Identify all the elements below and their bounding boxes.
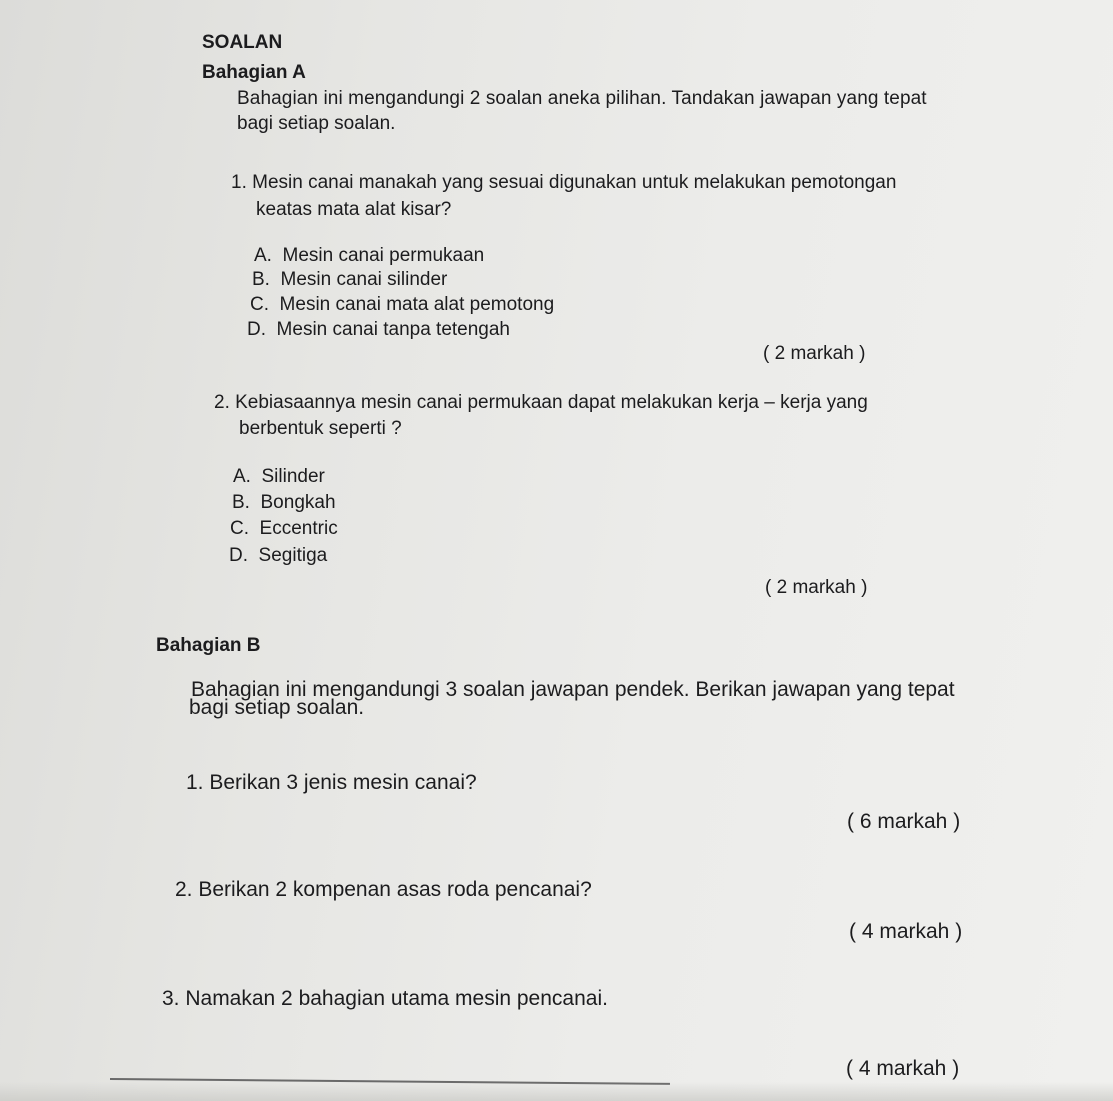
question-a2-option-c: C. Eccentric bbox=[230, 518, 338, 539]
section-b-heading: Bahagian B bbox=[156, 635, 261, 656]
question-a2-text-cont: berbentuk seperti ? bbox=[239, 418, 402, 439]
question-b1-marks: ( 6 markah ) bbox=[847, 810, 961, 833]
question-b3-text: 3. Namakan 2 bahagian utama mesin pencanai. bbox=[162, 987, 608, 1010]
question-a1-marks: ( 2 markah ) bbox=[763, 343, 866, 364]
section-a-heading: Bahagian A bbox=[202, 62, 306, 83]
question-a2-option-b: B. Bongkah bbox=[232, 492, 336, 513]
question-a2-option-d: D. Segitiga bbox=[229, 545, 328, 566]
question-b2-text: 2. Berikan 2 kompenan asas roda pencanai? bbox=[175, 878, 592, 901]
question-a2-marks: ( 2 markah ) bbox=[765, 577, 868, 598]
section-a-instruction-cont: bagi setiap soalan. bbox=[237, 113, 396, 134]
question-b2-marks: ( 4 markah ) bbox=[849, 920, 963, 943]
question-a1-option-d: D. Mesin canai tanpa tetengah bbox=[247, 319, 511, 340]
question-a2-option-a: A. Silinder bbox=[233, 466, 325, 487]
question-b1-text: 1. Berikan 3 jenis mesin canai? bbox=[186, 771, 477, 794]
section-b-instruction-cont: bagi setiap soalan. bbox=[189, 696, 365, 719]
page-shadow bbox=[0, 1082, 1113, 1101]
question-a1-option-b: B. Mesin canai silinder bbox=[252, 269, 448, 290]
question-a2-text: 2. Kebiasaannya mesin canai permukaan dapat melakukan kerja – kerja yang bbox=[214, 392, 868, 413]
question-a1-option-a: A. Mesin canai permukaan bbox=[254, 245, 485, 266]
page-title: SOALAN bbox=[202, 32, 283, 53]
question-a1-text: 1. Mesin canai manakah yang sesuai digunakan untuk melakukan pemotongan bbox=[231, 172, 897, 193]
section-b-instruction: Bahagian ini mengandungi 3 soalan jawapan pendek. Berikan jawapan yang tepat bbox=[191, 678, 955, 701]
question-a1-option-c: C. Mesin canai mata alat pemotong bbox=[250, 294, 555, 315]
question-a1-text-cont: keatas mata alat kisar? bbox=[256, 199, 452, 220]
section-a-instruction: Bahagian ini mengandungi 2 soalan aneka pilihan. Tandakan jawapan yang tepat bbox=[237, 88, 927, 109]
question-b3-marks: ( 4 markah ) bbox=[846, 1057, 960, 1080]
